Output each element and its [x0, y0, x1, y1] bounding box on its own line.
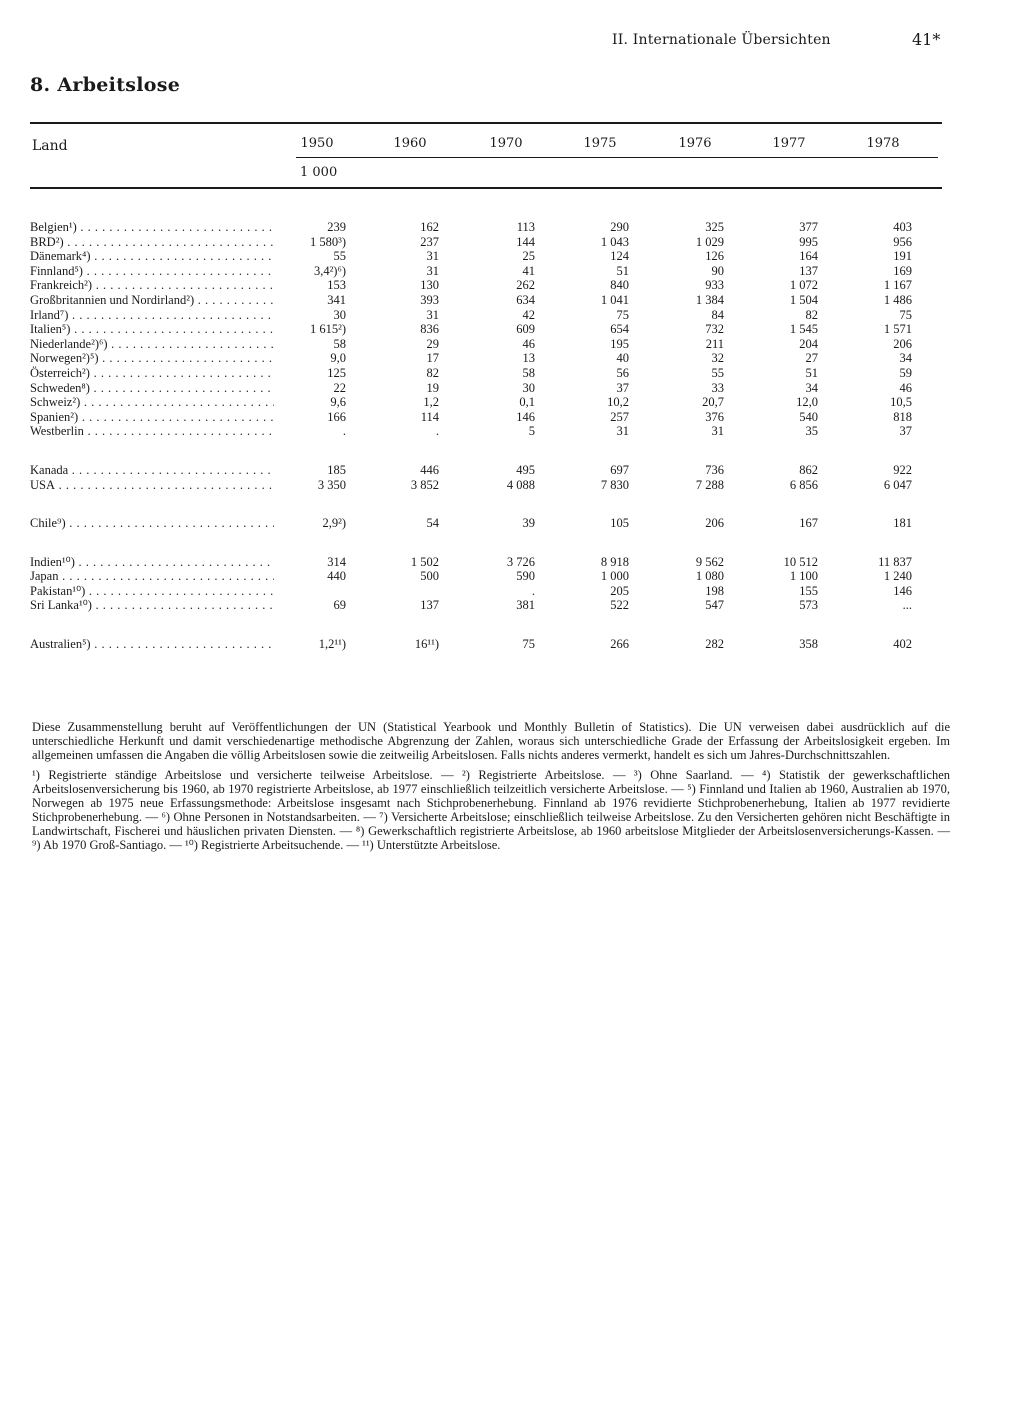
- value-cell: 358: [799, 637, 818, 652]
- value-cell: 1 043: [600, 234, 629, 249]
- value-cell: 540: [799, 409, 818, 424]
- value-cell: 495: [516, 462, 535, 477]
- value-cell: 10,5: [890, 395, 912, 410]
- table-row: [30, 598, 950, 613]
- country-name: Chile⁹) . . .: [30, 516, 274, 531]
- value-cell: 30: [522, 380, 535, 395]
- value-cell: 42: [522, 307, 535, 322]
- value-cell: 19: [426, 380, 439, 395]
- value-cell: 46: [899, 380, 912, 395]
- value-cell: 34: [805, 380, 818, 395]
- value-cell: 3 350: [317, 477, 346, 492]
- country-name: Italien⁵) . . .: [30, 322, 274, 337]
- value-cell: 1 080: [695, 569, 724, 584]
- country-name: Indien¹⁰) . . .: [30, 555, 274, 570]
- value-cell: 732: [705, 322, 724, 337]
- value-cell: 40: [616, 351, 629, 366]
- value-cell: 736: [705, 462, 724, 477]
- year-header: 1976: [678, 136, 712, 151]
- country-name: Norwegen²)⁵) . . .: [30, 351, 274, 366]
- value-cell: 1,2¹¹): [318, 637, 346, 652]
- table-group: [30, 463, 950, 492]
- table-row: [30, 410, 950, 425]
- table-group: [30, 555, 950, 613]
- notes: [32, 720, 950, 858]
- value-cell: 34: [899, 351, 912, 366]
- value-cell: 376: [705, 409, 724, 424]
- value-cell: .: [531, 583, 535, 598]
- value-cell: 204: [799, 336, 818, 351]
- value-cell: 1 502: [410, 554, 439, 569]
- year-header: 1978: [866, 136, 900, 151]
- value-cell: 9 562: [695, 554, 724, 569]
- value-cell: 55: [333, 249, 346, 264]
- value-cell: 55: [711, 365, 724, 380]
- top-rule: [30, 122, 942, 124]
- value-cell: 41: [522, 263, 535, 278]
- value-cell: 956: [893, 234, 912, 249]
- value-cell: 54: [426, 516, 439, 531]
- value-cell: 1 072: [789, 278, 818, 293]
- value-cell: 31: [426, 249, 439, 264]
- value-cell: 32: [711, 351, 724, 366]
- value-cell: 191: [893, 249, 912, 264]
- country-name: Irland⁷) . . .: [30, 308, 274, 323]
- value-cell: 282: [705, 637, 724, 652]
- value-cell: 137: [420, 598, 439, 613]
- value-cell: 3,4²)⁶): [313, 263, 346, 278]
- year-header: 1977: [772, 136, 806, 151]
- value-cell: 10 512: [783, 554, 818, 569]
- value-cell: 6 047: [883, 477, 912, 492]
- value-cell: 5: [528, 424, 535, 439]
- value-cell: 33: [711, 380, 724, 395]
- value-cell: 114: [420, 409, 439, 424]
- value-cell: 840: [610, 278, 629, 293]
- value-cell: 75: [616, 307, 629, 322]
- value-cell: 1 167: [883, 278, 912, 293]
- value-cell: 162: [420, 220, 439, 234]
- value-cell: 3 726: [506, 554, 535, 569]
- country-name: Schweiz²) . . .: [30, 395, 274, 410]
- value-cell: 167: [799, 516, 818, 531]
- footnotes: ¹) Registrierte ständige Arbeitslose und versicherte teilweise Arbeitslose. — ²) Registrierte Arbeitslose. — ³) Ohne Saarland. — ⁴) Statistik der gewerkschaftlichen Arbeitslosenversicherung bis 1960, ab 1970 registrierte Arbeitslose, ab 1977 einschließlich teilzeitlich versicherte Arbeitslose. — ⁵) Finnland und Italien ab 1960, Australien ab 1970, Norwegen ab 1975 neue Erfassungsmethode: Arbeitslose insgesamt nach Stichprobenerhebung. Finnland ab 1976 revidierte Stichprobenerhebung, Italien ab 1977 revidierte Stichprobenerhebung. — ⁶) Ohne Personen in Notstandsarbeiten. — ⁷) Versicherte Arbeitslose; einschließlich teilweise Arbeitslose. Zu den Versicherten gehören nicht Beschäftigte in Landwirtschaft, Fischerei und häuslichen privaten Diensten. — ⁸) Gewerkschaftlich registrierte Arbeitslose, ab 1960 arbeitslose Mitglieder der Arbeitslosenversicherungs-Kassen. — ⁹) Ab 1970 Groß-Santiago. — ¹⁰) Registrierte Arbeitsuchende. — ¹¹) Unterstützte Arbeitslose.: [32, 768, 950, 852]
- value-cell: 84: [711, 307, 724, 322]
- value-cell: 325: [705, 220, 724, 234]
- country-name: Frankreich²) . . .: [30, 278, 274, 293]
- value-cell: 82: [805, 307, 818, 322]
- value-cell: 90: [711, 263, 724, 278]
- header-underline: [296, 157, 938, 158]
- value-cell: 314: [327, 554, 346, 569]
- value-cell: 46: [522, 336, 535, 351]
- table-row: [30, 337, 950, 352]
- value-cell: 51: [805, 365, 818, 380]
- data-table: [30, 220, 950, 676]
- value-cell: 1 000: [600, 569, 629, 584]
- table-row: [30, 220, 950, 235]
- value-cell: 393: [420, 292, 439, 307]
- value-cell: 9,0: [330, 351, 346, 366]
- value-cell: 1 615²): [309, 322, 346, 337]
- value-cell: 27: [805, 351, 818, 366]
- value-cell: 195: [610, 336, 629, 351]
- value-cell: 146: [516, 409, 535, 424]
- value-cell: 266: [610, 637, 629, 652]
- table-group: [30, 516, 950, 531]
- table-group: [30, 220, 950, 439]
- value-cell: 922: [893, 462, 912, 477]
- value-cell: 1 041: [600, 292, 629, 307]
- value-cell: 113: [516, 220, 535, 234]
- value-cell: 124: [610, 249, 629, 264]
- country-name: Österreich²) . . .: [30, 366, 274, 381]
- value-cell: 6 856: [789, 477, 818, 492]
- value-cell: 1 384: [695, 292, 724, 307]
- value-cell: 58: [333, 336, 346, 351]
- value-cell: 440: [327, 569, 346, 584]
- table-row: [30, 516, 950, 531]
- country-name: Westberlin . . .: [30, 424, 274, 439]
- value-cell: 31: [426, 307, 439, 322]
- value-cell: 144: [516, 234, 535, 249]
- value-cell: 59: [899, 365, 912, 380]
- value-cell: 56: [616, 365, 629, 380]
- land-column-header: Land: [32, 138, 68, 154]
- value-cell: 1 504: [789, 292, 818, 307]
- table-row: [30, 395, 950, 410]
- year-header: 1970: [489, 136, 523, 151]
- value-cell: 146: [893, 583, 912, 598]
- country-name: BRD²) . . .: [30, 235, 274, 250]
- value-cell: 9,6: [330, 395, 346, 410]
- table-row: [30, 424, 950, 439]
- value-cell: .: [342, 424, 346, 439]
- country-name: Schweden⁸) . . .: [30, 381, 274, 396]
- value-cell: 237: [420, 234, 439, 249]
- country-name: Australien⁵) . . .: [30, 637, 274, 652]
- value-cell: 211: [705, 336, 724, 351]
- value-cell: 257: [610, 409, 629, 424]
- unit-label: 1 000: [300, 165, 338, 180]
- value-cell: 1 486: [883, 292, 912, 307]
- value-cell: 1 029: [695, 234, 724, 249]
- country-name: Großbritannien und Nordirland²) . . .: [30, 293, 274, 308]
- value-cell: 39: [522, 516, 535, 531]
- table-row: [30, 366, 950, 381]
- value-cell: 31: [616, 424, 629, 439]
- value-cell: 10,2: [607, 395, 629, 410]
- country-name: USA . . .: [30, 478, 274, 493]
- value-cell: 1,2: [423, 395, 439, 410]
- value-cell: 403: [893, 220, 912, 234]
- value-cell: 105: [610, 516, 629, 531]
- value-cell: 20,7: [702, 395, 724, 410]
- year-header: 1960: [393, 136, 427, 151]
- value-cell: 8 918: [600, 554, 629, 569]
- value-cell: 169: [893, 263, 912, 278]
- table-row: [30, 584, 950, 599]
- year-header: 1950: [300, 136, 334, 151]
- value-cell: 0,1: [519, 395, 535, 410]
- value-cell: 16¹¹): [414, 637, 439, 652]
- value-cell: 164: [799, 249, 818, 264]
- value-cell: 37: [899, 424, 912, 439]
- table-row: [30, 308, 950, 323]
- value-cell: 1 545: [789, 322, 818, 337]
- intro-note: Diese Zusammenstellung beruht auf Veröffentlichungen der UN (Statistical Yearbook und Monthly Bulletin of Statistics). Die UN verweisen dabei ausdrücklich auf die unterschiedliche Herkunft und damit verschiedenartige methodische Abgrenzung der Zahlen, woraus sich unterschiedliche Grade der Erfassung der Arbeitslosigkeit ergeben. Im allgemeinen umfassen die Angaben die völlig Arbeitslosen sowie die zeitweilig Arbeitslosen. Falls nichts anderes vermerkt, handelt es sich um Jahres-Durchschnittszahlen.: [32, 720, 950, 762]
- value-cell: 69: [333, 598, 346, 613]
- value-cell: 155: [799, 583, 818, 598]
- table-row: [30, 235, 950, 250]
- page-number: 41*: [912, 30, 941, 49]
- country-name: Spanien²) . . .: [30, 410, 274, 425]
- value-cell: 22: [333, 380, 346, 395]
- value-cell: 75: [522, 637, 535, 652]
- value-cell: 862: [799, 462, 818, 477]
- table-row: [30, 322, 950, 337]
- country-name: Sri Lanka¹⁰) . . .: [30, 598, 274, 613]
- value-cell: 58: [522, 365, 535, 380]
- table-row: [30, 264, 950, 279]
- section-heading: II. Internationale Übersichten: [612, 32, 831, 48]
- value-cell: ...: [902, 598, 912, 613]
- value-cell: 573: [799, 598, 818, 613]
- table-row: [30, 278, 950, 293]
- value-cell: 125: [327, 365, 346, 380]
- value-cell: 1 571: [883, 322, 912, 337]
- value-cell: 1 240: [883, 569, 912, 584]
- table-row: [30, 381, 950, 396]
- header-bottom-rule: [30, 187, 942, 189]
- value-cell: 137: [799, 263, 818, 278]
- value-cell: 82: [426, 365, 439, 380]
- value-cell: 2,9²): [322, 516, 346, 531]
- value-cell: 590: [516, 569, 535, 584]
- country-name: Niederlande²)⁶) . . .: [30, 337, 274, 352]
- value-cell: 166: [327, 409, 346, 424]
- value-cell: 51: [616, 263, 629, 278]
- value-cell: 341: [327, 292, 346, 307]
- value-cell: 697: [610, 462, 629, 477]
- table-row: [30, 463, 950, 478]
- value-cell: 75: [899, 307, 912, 322]
- country-name: Finnland⁵) . . .: [30, 264, 274, 279]
- value-cell: 1 580³): [309, 234, 346, 249]
- value-cell: 654: [610, 322, 629, 337]
- value-cell: .: [435, 424, 439, 439]
- value-cell: 239: [327, 220, 346, 234]
- value-cell: 995: [799, 234, 818, 249]
- value-cell: 35: [805, 424, 818, 439]
- value-cell: 933: [705, 278, 724, 293]
- value-cell: 181: [893, 516, 912, 531]
- table-row: [30, 637, 950, 652]
- value-cell: 7 830: [600, 477, 629, 492]
- value-cell: 13: [522, 351, 535, 366]
- value-cell: 381: [516, 598, 535, 613]
- value-cell: 29: [426, 336, 439, 351]
- value-cell: 185: [327, 462, 346, 477]
- value-cell: 198: [705, 583, 724, 598]
- value-cell: 634: [516, 292, 535, 307]
- table-row: [30, 569, 950, 584]
- value-cell: 818: [893, 409, 912, 424]
- value-cell: 262: [516, 278, 535, 293]
- table-row: [30, 478, 950, 493]
- country-name: Pakistan¹⁰) . . .: [30, 584, 274, 599]
- value-cell: 4 088: [506, 477, 535, 492]
- country-name: Belgien¹) . . .: [30, 220, 274, 235]
- country-name: Dänemark⁴) . . .: [30, 249, 274, 264]
- table-row: [30, 293, 950, 308]
- table-row: [30, 249, 950, 264]
- value-cell: 377: [799, 220, 818, 234]
- value-cell: 31: [426, 263, 439, 278]
- value-cell: 1 100: [789, 569, 818, 584]
- value-cell: 12,0: [796, 395, 818, 410]
- value-cell: 7 288: [695, 477, 724, 492]
- value-cell: 30: [333, 307, 346, 322]
- country-name: Kanada . . .: [30, 463, 274, 478]
- value-cell: 547: [705, 598, 724, 613]
- value-cell: 130: [420, 278, 439, 293]
- table-group: [30, 637, 950, 652]
- value-cell: 31: [711, 424, 724, 439]
- value-cell: 446: [420, 462, 439, 477]
- value-cell: 205: [610, 583, 629, 598]
- table-row: [30, 555, 950, 570]
- value-cell: 206: [893, 336, 912, 351]
- value-cell: 500: [420, 569, 439, 584]
- value-cell: 11 837: [878, 554, 912, 569]
- value-cell: 522: [610, 598, 629, 613]
- value-cell: 836: [420, 322, 439, 337]
- value-cell: 3 852: [410, 477, 439, 492]
- value-cell: 153: [327, 278, 346, 293]
- country-name: Japan . . .: [30, 569, 274, 584]
- table-row: [30, 351, 950, 366]
- value-cell: 126: [705, 249, 724, 264]
- year-header: 1975: [583, 136, 617, 151]
- value-cell: 609: [516, 322, 535, 337]
- value-cell: 206: [705, 516, 724, 531]
- value-cell: 290: [610, 220, 629, 234]
- value-cell: 17: [426, 351, 439, 366]
- value-cell: 402: [893, 637, 912, 652]
- table-title: 8. Arbeitslose: [30, 74, 181, 96]
- value-cell: 37: [616, 380, 629, 395]
- value-cell: 25: [522, 249, 535, 264]
